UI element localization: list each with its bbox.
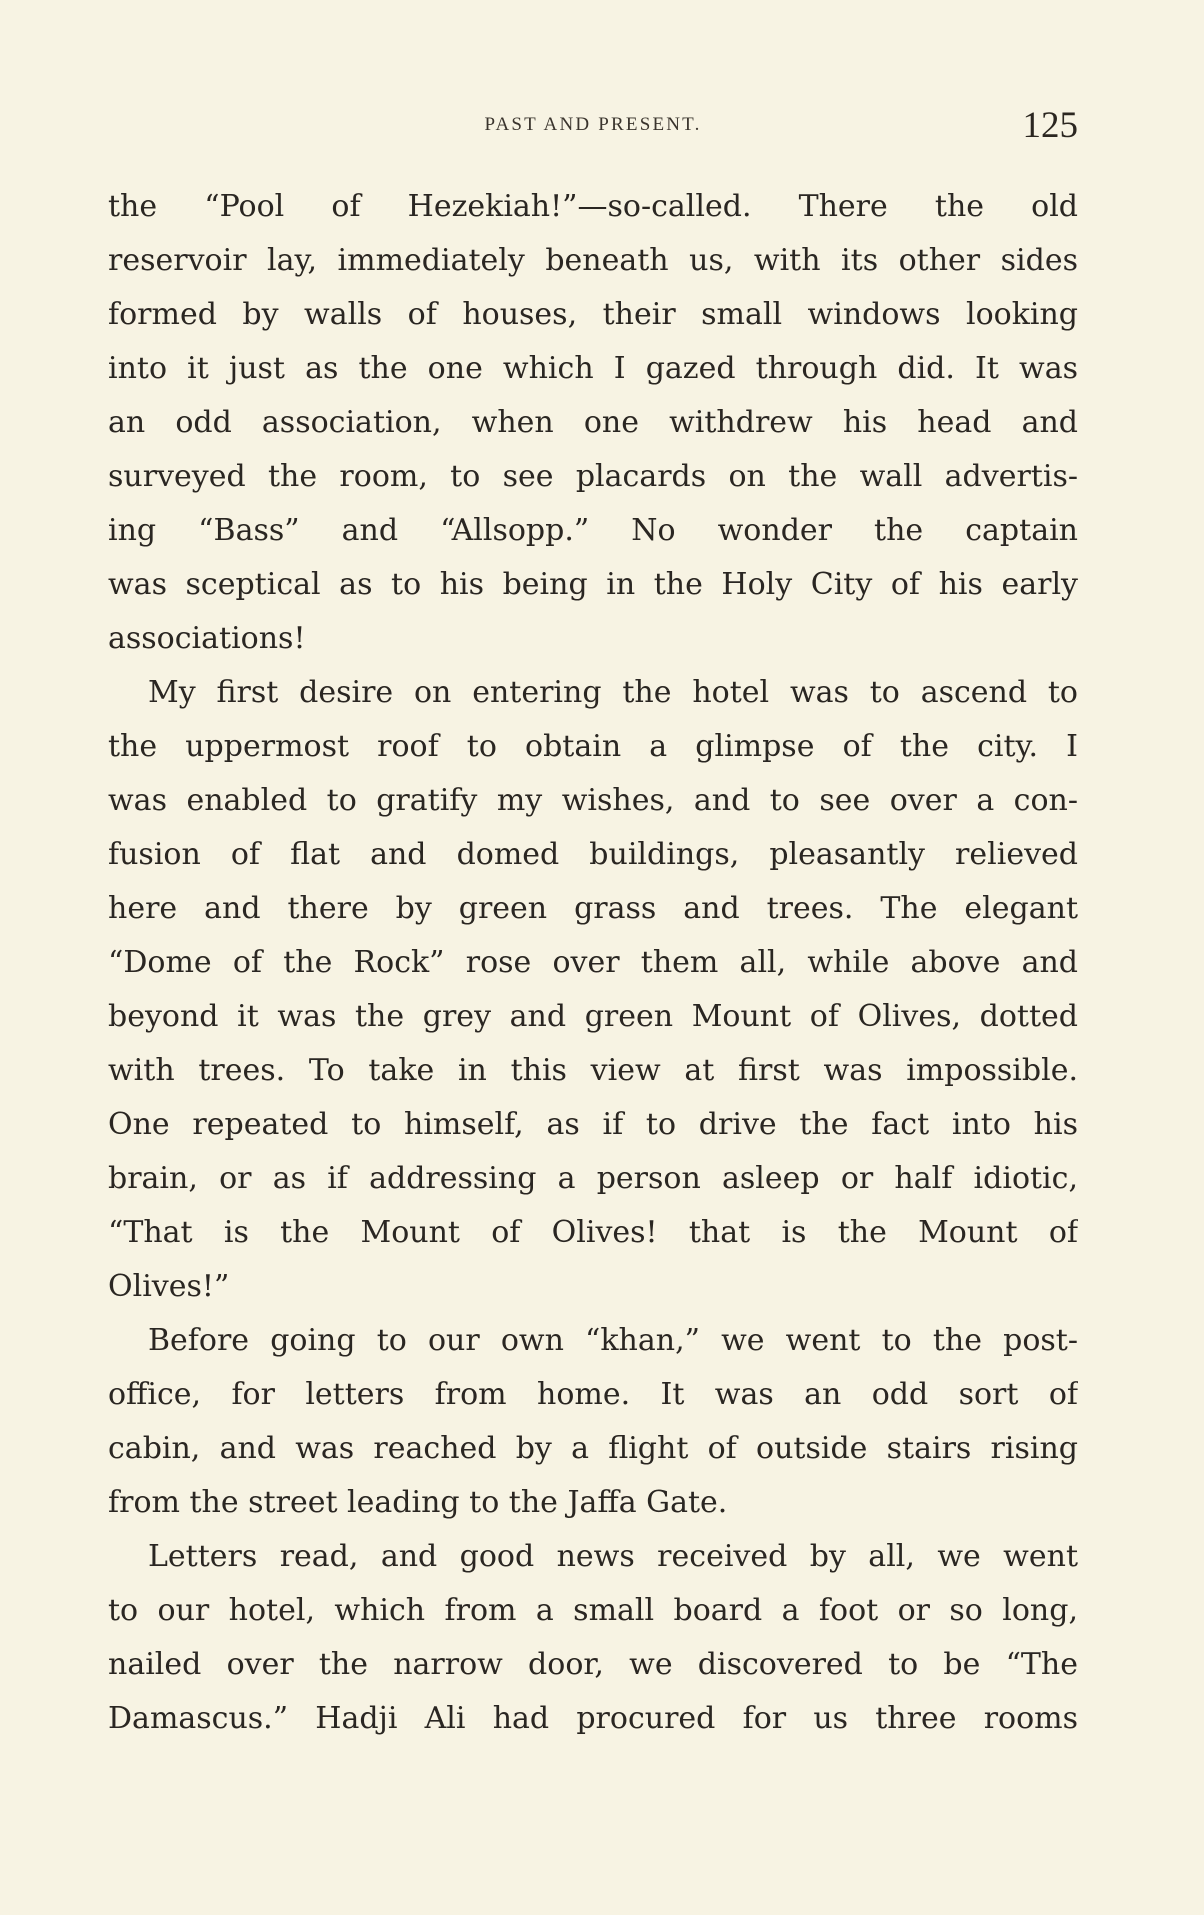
text-line: ing “Bass” and “Allsopp.” No wonder the captain [108,513,1078,548]
text-line: to our hotel, which from a small board a foot or so long, [108,1593,1078,1628]
text-line: beyond it was the grey and green Mount of Olives, dotted [108,999,1078,1034]
text-line: fusion of flat and domed buildings, pleasantly relieved [108,837,1078,872]
body-text [108,180,1078,1746]
text-line: Letters read, and good news received by all, we went [148,1539,1078,1574]
page-number: 125 [1022,105,1078,146]
text-line: into it just as the one which I gazed through did. It was [108,351,1078,386]
text-line: My first desire on entering the hotel was to ascend to [148,675,1078,710]
text-line: Damascus.” Hadji Ali had procured for us three rooms [108,1701,1078,1736]
text-line: nailed over the narrow door, we discovered to be “The [108,1647,1078,1682]
text-line: surveyed the room, to see placards on the wall advertis- [108,459,1078,494]
text-line: here and there by green grass and trees. The elegant [108,891,1078,926]
paragraph [108,1530,1078,1746]
text-line: the uppermost roof to obtain a glimpse of the city. I [108,729,1078,764]
text-line: from the street leading to the Jaffa Gate. [108,1485,728,1520]
text-line: cabin, and was reached by a flight of outside stairs rising [108,1431,1078,1466]
paragraph [108,666,1078,1314]
text-line: brain, or as if addressing a person asleep or half idiotic, [108,1161,1078,1196]
text-line: Olives!” [108,1269,230,1304]
paragraph [108,180,1078,666]
text-line: reservoir lay, immediately beneath us, with its other sides [108,243,1078,278]
text-line: was enabled to gratify my wishes, and to see over a con- [108,783,1078,818]
text-line: was sceptical as to his being in the Holy City of his early [108,567,1078,602]
text-line: “That is the Mount of Olives! that is the Mount of [108,1215,1078,1250]
text-line: formed by walls of houses, their small windows looking [108,297,1078,332]
page-header [108,104,1078,154]
paragraph [108,1314,1078,1530]
text-line: office, for letters from home. It was an odd sort of [108,1377,1078,1412]
text-line: One repeated to himself, as if to drive the fact into his [108,1107,1078,1142]
text-line: with trees. To take in this view at first was impossible. [108,1053,1078,1088]
text-line: the “Pool of Hezekiah!”—so-called. There the old [108,189,1078,224]
running-title: PAST AND PRESENT. [484,114,702,135]
text-line: associations! [108,621,306,656]
text-line: “Dome of the Rock” rose over them all, while above and [108,945,1078,980]
text-line: Before going to our own “khan,” we went to the post- [148,1323,1078,1358]
text-line: an odd association, when one withdrew his head and [108,405,1078,440]
